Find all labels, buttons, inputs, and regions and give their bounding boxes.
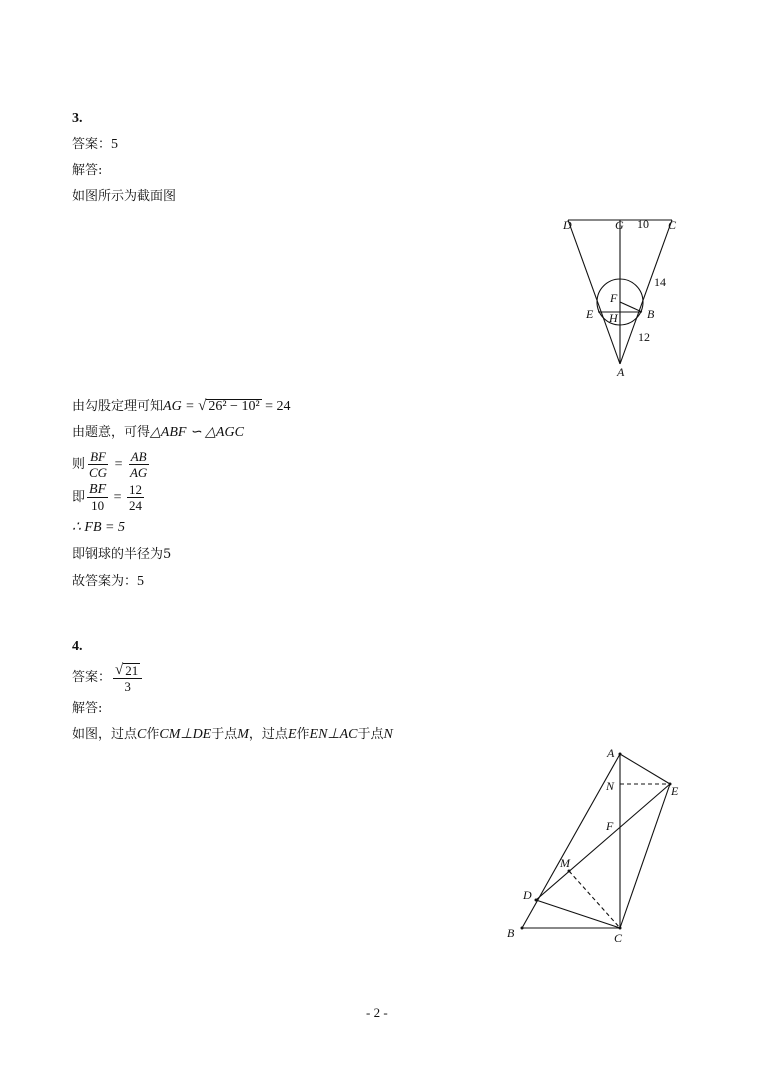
label-C: C	[614, 931, 623, 945]
label-12: 12	[638, 330, 650, 344]
line-2-math: AG =	[163, 399, 199, 414]
label-M: M	[560, 856, 570, 870]
problem-3-line-1: 如图所示为截面图	[72, 189, 177, 204]
label-N: N	[606, 779, 615, 793]
problem-3-line-3	[72, 425, 244, 441]
problem-3-answer	[72, 137, 118, 153]
label-14: 14	[654, 275, 666, 289]
problem-3-line-8	[72, 574, 144, 590]
fraction-bf-10: $\frac{BF}{10}$	[89, 482, 107, 513]
answer-value: 5	[111, 137, 119, 152]
label-F: F	[610, 291, 618, 305]
label-D: D	[563, 218, 572, 232]
label-C: C	[668, 218, 677, 232]
answer-denominator: 3	[124, 678, 131, 694]
problem-4-answer	[72, 660, 144, 696]
line-3-math: △ABF ∽ △AGC	[150, 425, 244, 440]
figure-4-geometry	[500, 744, 700, 948]
problem-3-line-6: ∴ FB = 5	[72, 520, 125, 535]
label-A: A	[607, 746, 615, 760]
label-A: A	[617, 365, 625, 379]
label-10: 10	[637, 217, 649, 231]
problem-3-line-2	[72, 398, 291, 415]
fraction-bf-cg: $\frac{BF}{CG}$	[89, 449, 108, 480]
answer-radicand: 21	[125, 662, 139, 678]
problem-3-solution-label: 解答:	[72, 163, 103, 178]
line-FB	[620, 302, 642, 312]
problem-3-line-7: 即钢球的半径为5	[72, 547, 172, 562]
line-5-text: 即	[72, 490, 86, 505]
problem-4-solution-label: 解答:	[72, 701, 103, 716]
sqrt-radicand: 26² − 10²	[208, 399, 260, 414]
label-E: E	[586, 307, 594, 321]
line-8-value: 5	[137, 574, 145, 589]
problem-3-number: 3.	[72, 111, 83, 126]
problem-4-number: 4.	[72, 639, 83, 654]
line-2-text: 由勾股定理可知	[72, 399, 164, 414]
label-B: B	[647, 307, 655, 321]
line-3-text: 由题意，可得	[72, 425, 151, 440]
label-H: H	[609, 311, 618, 325]
sqrt-expression: √ 26² − 10²	[198, 398, 260, 414]
answer-fraction: √ 21 3	[113, 662, 142, 694]
label-B: B	[507, 926, 515, 940]
line-4-text: 则	[72, 457, 86, 472]
page-number: - 2 -	[366, 1005, 388, 1020]
line-2-result: = 24	[261, 399, 291, 414]
answer-label: 答案：	[72, 137, 112, 152]
problem-3-line-5: 即 $\frac{BF}{10}$ = $\frac{12}{24}$	[72, 482, 143, 513]
label-F: F	[606, 819, 614, 833]
label-D: D	[523, 888, 532, 902]
line-8-label: 故答案为：	[72, 574, 138, 589]
problem-3-line-4: 则 $\frac{BF}{CG}$ = $\frac{AB}{AG}$	[72, 449, 148, 480]
label-E: E	[671, 784, 679, 798]
label-G: G	[615, 218, 624, 232]
answer-label: 答案：	[72, 670, 112, 685]
problem-4-line-1: 如图，过点C作CM⊥DE于点M，过点E作EN⊥AC于点N	[72, 727, 393, 742]
fraction-ab-ag: $\frac{AB}{AG}$	[129, 449, 148, 480]
fraction-12-24: $\frac{12}{24}$	[129, 482, 143, 513]
figure-3-cross-section	[555, 212, 705, 380]
line-AE	[620, 754, 670, 784]
